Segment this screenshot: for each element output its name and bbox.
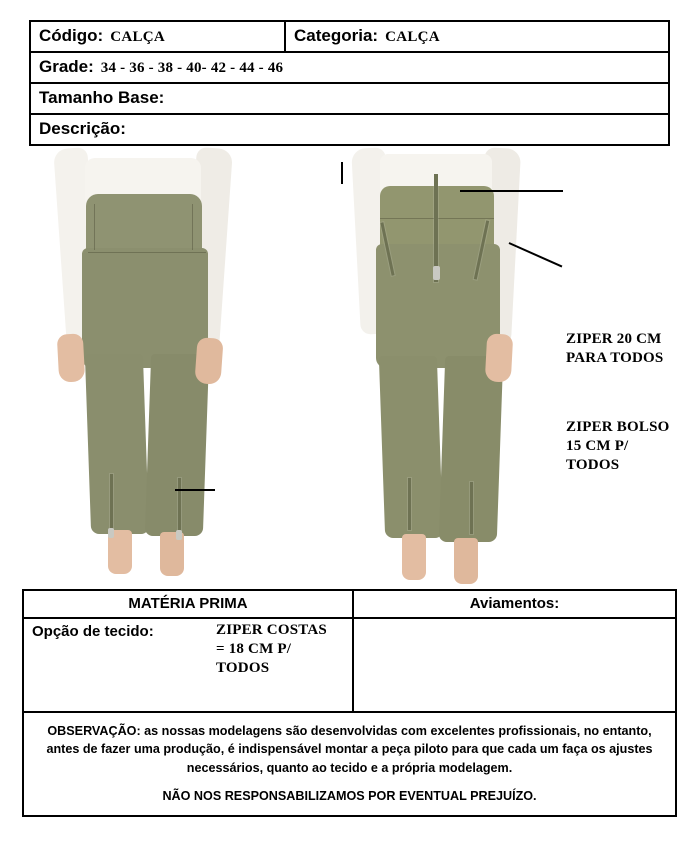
callout-zipper-back-line2: = 18 CM P/	[216, 641, 292, 658]
materials-body-row	[24, 619, 675, 713]
callout-zipper-back-line3: TODOS	[216, 660, 270, 677]
spec-cell-tamanho-base	[31, 84, 668, 113]
callout-zipper-pocket	[566, 418, 696, 476]
back-ankle-zipper-right	[178, 478, 181, 534]
disclaimer-text: NÃO NOS RESPONSABILIZAMOS POR EVENTUAL PREJUÍZO.	[162, 788, 537, 803]
materials-header-row	[24, 591, 675, 619]
descricao-label: Descrição:	[39, 119, 126, 138]
aviamentos-value	[354, 619, 675, 711]
callout-zipper-front-line1: ZIPER 20 CM	[566, 331, 662, 347]
back-ankle-zipper-left	[110, 474, 113, 530]
leader-line-zipper-back	[175, 489, 215, 491]
front-ankle-zipper-right	[470, 482, 473, 534]
categoria-value: CALÇA	[385, 29, 440, 45]
back-zipper-pull-left	[108, 528, 114, 538]
spec-table	[29, 20, 670, 146]
callout-zipper-pocket-line1: ZIPER BOLSO	[566, 419, 670, 435]
grade-label: Grade:	[39, 57, 94, 76]
right-hand	[194, 337, 223, 385]
opcao-tecido-label: Opção de tecido:	[24, 619, 354, 711]
spec-cell-codigo	[31, 22, 286, 51]
front-ankle-zipper-left	[408, 478, 411, 530]
spec-row-descricao	[31, 115, 668, 144]
materials-table	[22, 589, 677, 817]
alignment-tick-mark	[341, 162, 343, 184]
waist-seam-right	[192, 204, 193, 250]
observacao-text: as nossas modelagens são desenvolvidas com excelentes profissionais, no entanto, antes de fazer uma produção, é indispensável montar a peça piloto para que cada um faça os ajustes necessários, quanto ao tecido e a própria modelagem.	[46, 724, 653, 775]
model-photo-front-view	[330, 148, 560, 588]
left-leg-front	[379, 356, 443, 538]
model-photo-back-view	[38, 148, 268, 578]
aviamentos-header: Aviamentos:	[469, 595, 560, 612]
spec-row-tamanho-base	[31, 84, 668, 115]
front-right-hand	[485, 333, 513, 382]
yoke-seam	[88, 252, 206, 253]
callout-zipper-pocket-line2: 15 CM P/	[566, 438, 629, 455]
left-hand	[57, 333, 85, 382]
spec-row-codigo-categoria	[31, 22, 668, 53]
left-leg-back	[85, 354, 149, 534]
codigo-value: CALÇA	[110, 29, 166, 45]
materia-prima-header: MATÉRIA PRIMA	[24, 591, 354, 617]
categoria-label: Categoria:	[294, 26, 379, 45]
observacao-row	[24, 713, 675, 815]
waist-seam-left	[94, 204, 95, 250]
callout-zipper-back-line1: ZIPER COSTAS	[216, 622, 327, 638]
codigo-label: Código:	[39, 26, 104, 45]
grade-value: 34 - 36 - 38 - 40- 42 - 44 - 46	[100, 60, 284, 76]
callout-zipper-pocket-line3: TODOS	[566, 457, 620, 474]
high-waistband-back	[86, 194, 202, 254]
spec-cell-descricao	[31, 115, 668, 144]
tamanho-base-label: Tamanho Base:	[39, 88, 165, 107]
observacao-paragraph	[38, 722, 661, 777]
front-left-ankle	[402, 534, 426, 580]
observacao-label: OBSERVAÇÃO:	[47, 724, 141, 738]
front-right-ankle	[454, 538, 478, 584]
spec-row-grade	[31, 53, 668, 84]
spec-cell-grade	[31, 53, 668, 82]
observacao-cell	[24, 713, 675, 815]
hip-panel-front	[376, 244, 500, 368]
callout-zipper-front-line2: PARA TODOS	[566, 350, 664, 367]
leader-line-zipper-front	[460, 190, 563, 192]
hip-panel-back	[82, 248, 208, 368]
front-zipper-pull	[433, 266, 440, 280]
back-zipper-pull-right	[176, 530, 182, 540]
callout-zipper-front	[566, 330, 698, 368]
spec-cell-categoria	[286, 22, 668, 51]
